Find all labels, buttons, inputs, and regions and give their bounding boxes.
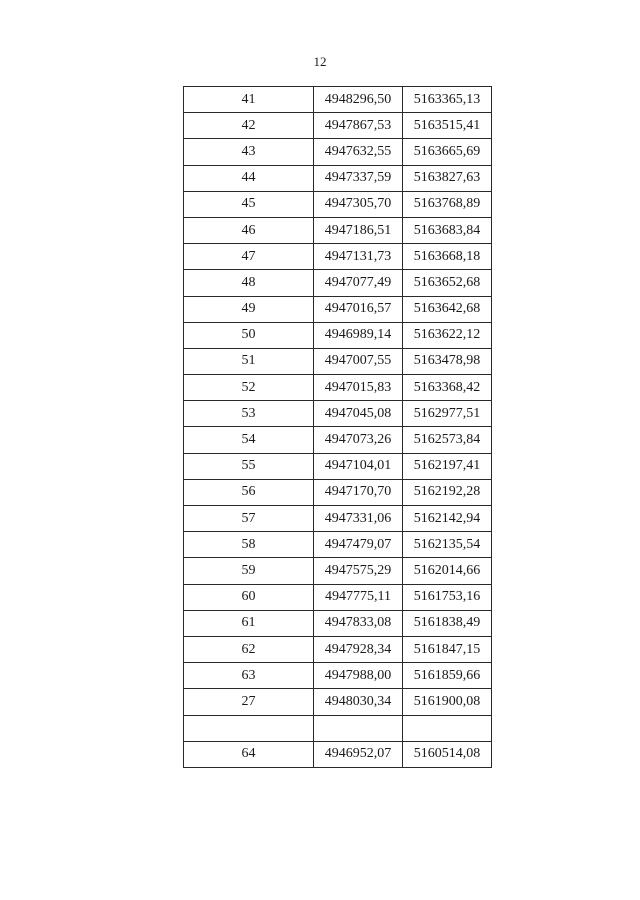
- table-row: [184, 558, 492, 584]
- x-coordinate-cell: 4947775,11: [314, 584, 403, 610]
- y-coordinate-cell: 5162142,94: [403, 506, 492, 532]
- y-coordinate-cell: 5162977,51: [403, 401, 492, 427]
- y-coordinate-cell: 5163768,89: [403, 191, 492, 217]
- y-coordinate-cell: 5162192,28: [403, 479, 492, 505]
- y-coordinate-cell: 5161859,66: [403, 663, 492, 689]
- table-row: [184, 663, 492, 689]
- table-row: [184, 479, 492, 505]
- table-row: [184, 636, 492, 662]
- point-number-cell: 49: [184, 296, 314, 322]
- x-coordinate-cell: 4947305,70: [314, 191, 403, 217]
- x-coordinate-cell: 4947331,06: [314, 506, 403, 532]
- point-number-cell: 42: [184, 113, 314, 139]
- x-coordinate-cell: 4947988,00: [314, 663, 403, 689]
- point-number-cell: 45: [184, 191, 314, 217]
- table-row: [184, 296, 492, 322]
- point-number-cell: 62: [184, 636, 314, 662]
- y-coordinate-cell: 5161753,16: [403, 584, 492, 610]
- table-row: [184, 191, 492, 217]
- point-number-cell: 48: [184, 270, 314, 296]
- point-number-cell: 51: [184, 348, 314, 374]
- y-coordinate-cell: 5162014,66: [403, 558, 492, 584]
- point-number-cell: [184, 715, 314, 741]
- y-coordinate-cell: 5161838,49: [403, 610, 492, 636]
- table-row: [184, 217, 492, 243]
- y-coordinate-cell: 5163365,13: [403, 87, 492, 113]
- table-row: [184, 689, 492, 715]
- x-coordinate-cell: 4946952,07: [314, 741, 403, 767]
- point-number-cell: 52: [184, 375, 314, 401]
- table-row: [184, 532, 492, 558]
- point-number-cell: 55: [184, 453, 314, 479]
- x-coordinate-cell: 4947016,57: [314, 296, 403, 322]
- y-coordinate-cell: 5161900,08: [403, 689, 492, 715]
- point-number-cell: 56: [184, 479, 314, 505]
- x-coordinate-cell: 4947104,01: [314, 453, 403, 479]
- y-coordinate-cell: 5163665,69: [403, 139, 492, 165]
- table-row: [184, 165, 492, 191]
- y-coordinate-cell: 5160514,08: [403, 741, 492, 767]
- table-row: [184, 375, 492, 401]
- y-coordinate-cell: 5163478,98: [403, 348, 492, 374]
- y-coordinate-cell: 5163668,18: [403, 244, 492, 270]
- y-coordinate-cell: 5162573,84: [403, 427, 492, 453]
- table-row: [184, 741, 492, 767]
- table-row: [184, 244, 492, 270]
- point-number-cell: 59: [184, 558, 314, 584]
- point-number-cell: 27: [184, 689, 314, 715]
- point-number-cell: 57: [184, 506, 314, 532]
- point-number-cell: 47: [184, 244, 314, 270]
- table-row: [184, 270, 492, 296]
- x-coordinate-cell: 4947833,08: [314, 610, 403, 636]
- x-coordinate-cell: 4947131,73: [314, 244, 403, 270]
- x-coordinate-cell: 4947045,08: [314, 401, 403, 427]
- y-coordinate-cell: 5163683,84: [403, 217, 492, 243]
- y-coordinate-cell: 5163515,41: [403, 113, 492, 139]
- y-coordinate-cell: 5163652,68: [403, 270, 492, 296]
- x-coordinate-cell: 4947170,70: [314, 479, 403, 505]
- point-number-cell: 61: [184, 610, 314, 636]
- x-coordinate-cell: 4948296,50: [314, 87, 403, 113]
- point-number-cell: 60: [184, 584, 314, 610]
- x-coordinate-cell: 4947479,07: [314, 532, 403, 558]
- x-coordinate-cell: 4947015,83: [314, 375, 403, 401]
- table-row: [184, 113, 492, 139]
- point-number-cell: 50: [184, 322, 314, 348]
- y-coordinate-cell: 5163642,68: [403, 296, 492, 322]
- point-number-cell: 58: [184, 532, 314, 558]
- table-row: [184, 87, 492, 113]
- x-coordinate-cell: 4947073,26: [314, 427, 403, 453]
- point-number-cell: 44: [184, 165, 314, 191]
- point-number-cell: 54: [184, 427, 314, 453]
- x-coordinate-cell: 4947337,59: [314, 165, 403, 191]
- table-row: [184, 401, 492, 427]
- y-coordinate-cell: 5163622,12: [403, 322, 492, 348]
- table-row: [184, 453, 492, 479]
- y-coordinate-cell: 5162135,54: [403, 532, 492, 558]
- y-coordinate-cell: 5162197,41: [403, 453, 492, 479]
- x-coordinate-cell: 4946989,14: [314, 322, 403, 348]
- x-coordinate-cell: 4947575,29: [314, 558, 403, 584]
- coordinates-table: [183, 86, 492, 768]
- point-number-cell: 41: [184, 87, 314, 113]
- point-number-cell: 53: [184, 401, 314, 427]
- y-coordinate-cell: [403, 715, 492, 741]
- y-coordinate-cell: 5163368,42: [403, 375, 492, 401]
- x-coordinate-cell: 4947928,34: [314, 636, 403, 662]
- x-coordinate-cell: [314, 715, 403, 741]
- x-coordinate-cell: 4947186,51: [314, 217, 403, 243]
- point-number-cell: 63: [184, 663, 314, 689]
- table-row: [184, 715, 492, 741]
- table-row: [184, 322, 492, 348]
- table-row: [184, 348, 492, 374]
- table-row: [184, 427, 492, 453]
- x-coordinate-cell: 4948030,34: [314, 689, 403, 715]
- table-row: [184, 506, 492, 532]
- table-row: [184, 584, 492, 610]
- y-coordinate-cell: 5161847,15: [403, 636, 492, 662]
- point-number-cell: 64: [184, 741, 314, 767]
- x-coordinate-cell: 4947007,55: [314, 348, 403, 374]
- table-row: [184, 139, 492, 165]
- coordinates-table-body: [184, 87, 492, 768]
- point-number-cell: 46: [184, 217, 314, 243]
- x-coordinate-cell: 4947077,49: [314, 270, 403, 296]
- x-coordinate-cell: 4947867,53: [314, 113, 403, 139]
- y-coordinate-cell: 5163827,63: [403, 165, 492, 191]
- point-number-cell: 43: [184, 139, 314, 165]
- x-coordinate-cell: 4947632,55: [314, 139, 403, 165]
- table-row: [184, 610, 492, 636]
- page-number: 12: [313, 54, 327, 69]
